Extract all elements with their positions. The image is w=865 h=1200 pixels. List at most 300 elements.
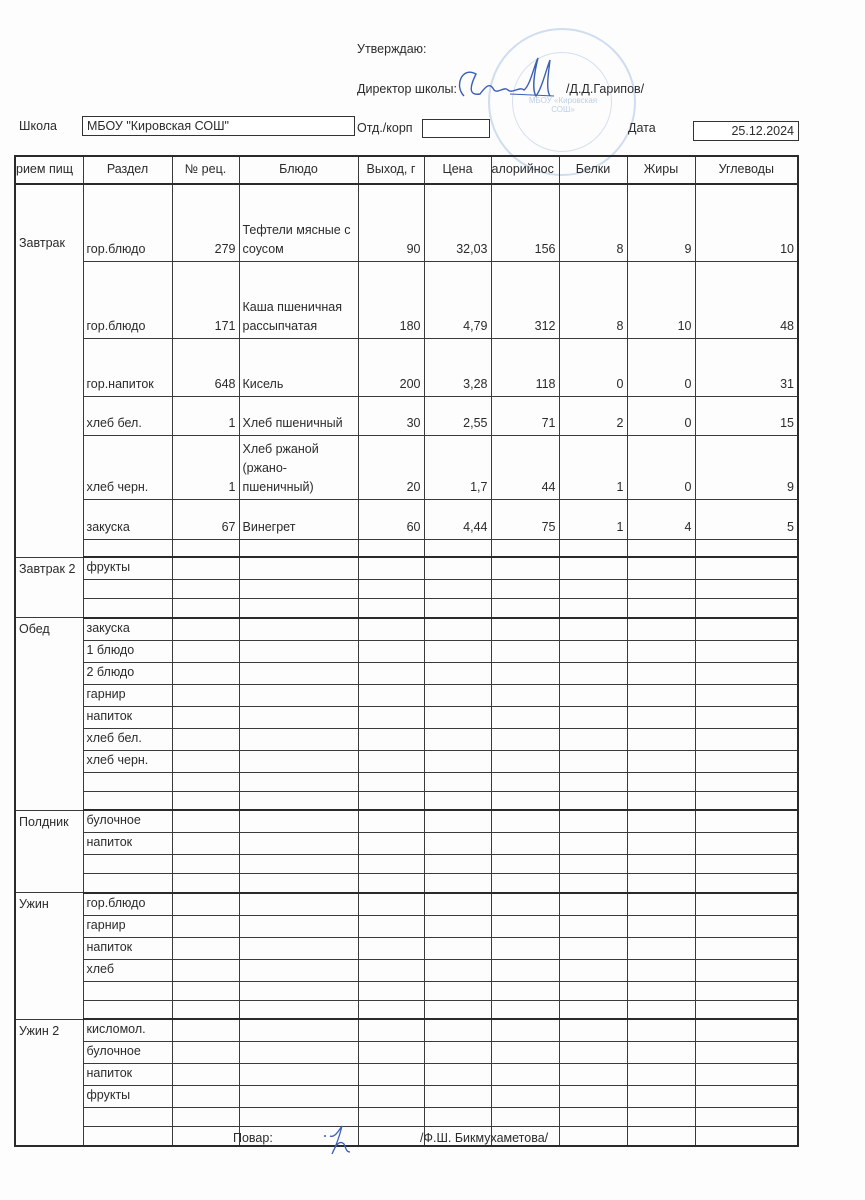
cell-dish — [239, 981, 358, 1000]
cell-price — [424, 684, 491, 706]
meal-name: Завтрак 2 — [15, 557, 83, 618]
cell-dish — [239, 599, 358, 618]
cell-dish — [239, 1000, 358, 1019]
table-row — [15, 499, 798, 539]
cell-recipe — [172, 1086, 239, 1108]
cell-calories — [491, 915, 559, 937]
school-field[interactable] — [82, 116, 355, 136]
cell-recipe — [172, 937, 239, 959]
cell-section: напиток — [83, 833, 172, 855]
cell-price — [424, 833, 491, 855]
cell-dish: Хлеб ржаной (ржано-пшеничный) — [239, 435, 358, 499]
cell-protein — [559, 893, 627, 916]
cell-section: фрукты — [83, 1086, 172, 1108]
cook-signature — [322, 1122, 352, 1158]
cell-price — [424, 772, 491, 791]
cell-calories — [491, 981, 559, 1000]
table-row — [15, 791, 798, 810]
cell-section — [83, 599, 172, 618]
school-value: МБОУ "Кировская СОШ" — [87, 119, 229, 133]
cell-section: булочное — [83, 1042, 172, 1064]
table-row — [15, 772, 798, 791]
col-header-protein: Белки — [559, 156, 627, 184]
cell-protein: 0 — [559, 338, 627, 396]
cell-yield: 180 — [358, 261, 424, 338]
cell-fat — [627, 772, 695, 791]
cell-protein — [559, 915, 627, 937]
cell-recipe — [172, 684, 239, 706]
cell-yield — [358, 959, 424, 981]
cell-section: кисломол. — [83, 1019, 172, 1042]
cell-calories — [491, 539, 559, 557]
date-label: Дата — [628, 121, 656, 135]
cell-fat — [627, 1086, 695, 1108]
director-name: /Д.Д.Гарипов/ — [566, 82, 645, 96]
cell-protein: 8 — [559, 261, 627, 338]
cell-protein — [559, 1019, 627, 1042]
cell-yield: 200 — [358, 338, 424, 396]
cell-protein: 1 — [559, 435, 627, 499]
col-header-recipe: № рец. — [172, 156, 239, 184]
cell-calories — [491, 684, 559, 706]
table-row — [15, 435, 798, 499]
cell-dish: Тефтели мясные с соусом — [239, 184, 358, 261]
cell-calories — [491, 1019, 559, 1042]
cell-carbs — [695, 640, 798, 662]
cell-yield — [358, 893, 424, 916]
cell-yield — [358, 915, 424, 937]
cell-section: закуска — [83, 499, 172, 539]
cell-carbs — [695, 706, 798, 728]
col-header-calories: алорийнос — [491, 156, 559, 184]
cell-yield — [358, 662, 424, 684]
cell-fat: 9 — [627, 184, 695, 261]
cell-fat — [627, 580, 695, 599]
menu-table — [14, 155, 799, 1147]
cell-price — [424, 855, 491, 874]
cell-dish — [239, 662, 358, 684]
cell-fat — [627, 893, 695, 916]
cell-calories — [491, 662, 559, 684]
cell-protein: 8 — [559, 184, 627, 261]
cell-calories — [491, 640, 559, 662]
cell-recipe — [172, 833, 239, 855]
cell-recipe — [172, 915, 239, 937]
cell-yield: 20 — [358, 435, 424, 499]
cell-section: гарнир — [83, 684, 172, 706]
cell-dish: Винегрет — [239, 499, 358, 539]
cell-calories — [491, 1064, 559, 1086]
meal-name: Ужин 2 — [15, 1019, 83, 1146]
cell-recipe — [172, 662, 239, 684]
cell-dish — [239, 855, 358, 874]
col-header-section: Раздел — [83, 156, 172, 184]
cell-section: 1 блюдо — [83, 640, 172, 662]
cell-carbs — [695, 1086, 798, 1108]
cell-protein — [559, 539, 627, 557]
dept-field[interactable] — [422, 119, 490, 138]
cell-recipe: 279 — [172, 184, 239, 261]
cell-section: напиток — [83, 937, 172, 959]
cell-carbs — [695, 959, 798, 981]
table-row — [15, 1000, 798, 1019]
cell-protein — [559, 981, 627, 1000]
cell-section: хлеб бел. — [83, 728, 172, 750]
table-row — [15, 640, 798, 662]
table-row — [15, 580, 798, 599]
table-row — [15, 1108, 798, 1127]
cell-carbs — [695, 855, 798, 874]
cell-price: 1,7 — [424, 435, 491, 499]
cell-yield — [358, 599, 424, 618]
table-row — [15, 706, 798, 728]
cell-carbs — [695, 1042, 798, 1064]
cell-price — [424, 1108, 491, 1127]
cell-carbs: 48 — [695, 261, 798, 338]
school-label: Школа — [19, 119, 57, 133]
cell-recipe — [172, 959, 239, 981]
director-label: Директор школы: — [357, 82, 457, 96]
cell-carbs — [695, 893, 798, 916]
cell-fat — [627, 915, 695, 937]
cell-price — [424, 810, 491, 833]
cell-recipe — [172, 855, 239, 874]
cell-yield — [358, 1064, 424, 1086]
cell-recipe — [172, 1019, 239, 1042]
cell-price — [424, 1042, 491, 1064]
cell-calories — [491, 772, 559, 791]
cell-yield — [358, 684, 424, 706]
cell-section: гарнир — [83, 915, 172, 937]
cell-calories — [491, 791, 559, 810]
cell-fat — [627, 981, 695, 1000]
cell-protein — [559, 772, 627, 791]
cell-section: хлеб — [83, 959, 172, 981]
cell-recipe — [172, 580, 239, 599]
cell-yield — [358, 1127, 424, 1146]
table-row — [15, 618, 798, 641]
cell-calories — [491, 810, 559, 833]
cell-calories — [491, 959, 559, 981]
cell-dish — [239, 915, 358, 937]
cell-fat — [627, 750, 695, 772]
cell-fat — [627, 1042, 695, 1064]
cell-recipe — [172, 539, 239, 557]
table-row — [15, 396, 798, 435]
cell-fat — [627, 557, 695, 580]
cell-dish — [239, 618, 358, 641]
cell-protein — [559, 640, 627, 662]
cell-price — [424, 1086, 491, 1108]
cell-section — [83, 1000, 172, 1019]
cell-recipe — [172, 1108, 239, 1127]
cell-protein — [559, 684, 627, 706]
cell-fat — [627, 810, 695, 833]
cell-protein — [559, 1108, 627, 1127]
cell-fat — [627, 728, 695, 750]
cell-price — [424, 1064, 491, 1086]
table-row — [15, 184, 798, 261]
table-row — [15, 261, 798, 338]
cell-yield — [358, 580, 424, 599]
cell-calories — [491, 1000, 559, 1019]
cell-fat — [627, 706, 695, 728]
cell-section — [83, 855, 172, 874]
cell-fat: 0 — [627, 338, 695, 396]
cell-protein — [559, 557, 627, 580]
cell-price — [424, 618, 491, 641]
cell-protein — [559, 750, 627, 772]
cell-dish — [239, 772, 358, 791]
cell-protein — [559, 662, 627, 684]
cell-calories — [491, 599, 559, 618]
cell-carbs — [695, 1127, 798, 1146]
cell-price — [424, 1000, 491, 1019]
cell-dish — [239, 1086, 358, 1108]
cell-price — [424, 981, 491, 1000]
cell-carbs: 9 — [695, 435, 798, 499]
menu-body — [15, 184, 798, 1146]
cell-carbs — [695, 981, 798, 1000]
cell-section: закуска — [83, 618, 172, 641]
cell-recipe: 1 — [172, 435, 239, 499]
cell-dish — [239, 791, 358, 810]
table-row — [15, 981, 798, 1000]
col-header-fat: Жиры — [627, 156, 695, 184]
cell-yield — [358, 750, 424, 772]
cell-recipe — [172, 810, 239, 833]
cell-carbs — [695, 750, 798, 772]
cell-yield — [358, 791, 424, 810]
cell-fat — [627, 1108, 695, 1127]
cell-price — [424, 728, 491, 750]
cell-fat — [627, 1127, 695, 1146]
cell-protein — [559, 1000, 627, 1019]
cell-recipe — [172, 1042, 239, 1064]
cell-section: гор.напиток — [83, 338, 172, 396]
cell-price — [424, 959, 491, 981]
cell-price — [424, 557, 491, 580]
cell-protein — [559, 833, 627, 855]
cell-dish — [239, 706, 358, 728]
cell-price: 4,44 — [424, 499, 491, 539]
cell-fat — [627, 1019, 695, 1042]
table-header-row — [15, 156, 798, 184]
col-header-carbs: Углеводы — [695, 156, 798, 184]
cell-yield: 30 — [358, 396, 424, 435]
table-row — [15, 662, 798, 684]
cell-yield — [358, 810, 424, 833]
cell-protein — [559, 937, 627, 959]
cell-fat — [627, 1064, 695, 1086]
cell-yield — [358, 1000, 424, 1019]
cell-recipe — [172, 618, 239, 641]
cell-carbs — [695, 937, 798, 959]
cell-carbs — [695, 874, 798, 893]
cell-fat: 4 — [627, 499, 695, 539]
cell-yield — [358, 937, 424, 959]
cell-fat: 10 — [627, 261, 695, 338]
cell-protein: 2 — [559, 396, 627, 435]
table-row — [15, 937, 798, 959]
cell-yield — [358, 855, 424, 874]
cell-recipe — [172, 599, 239, 618]
cell-section — [83, 874, 172, 893]
stamp-text: МБОУ «Кировская СОШ» — [528, 96, 598, 114]
cell-protein — [559, 706, 627, 728]
cell-section: 2 блюдо — [83, 662, 172, 684]
approve-label: Утверждаю: — [357, 42, 427, 56]
cell-recipe — [172, 893, 239, 916]
cell-price — [424, 706, 491, 728]
cell-dish — [239, 1042, 358, 1064]
cell-calories: 44 — [491, 435, 559, 499]
cell-price — [424, 791, 491, 810]
cell-protein — [559, 1042, 627, 1064]
cell-fat — [627, 959, 695, 981]
cell-carbs — [695, 662, 798, 684]
cell-yield — [358, 1042, 424, 1064]
table-row — [15, 684, 798, 706]
cell-fat — [627, 618, 695, 641]
col-header-dish: Блюдо — [239, 156, 358, 184]
cell-protein — [559, 728, 627, 750]
cell-protein — [559, 791, 627, 810]
cell-recipe: 1 — [172, 396, 239, 435]
cell-carbs: 5 — [695, 499, 798, 539]
cell-yield — [358, 1086, 424, 1108]
cell-yield — [358, 1108, 424, 1127]
cook-label: Повар: — [233, 1131, 273, 1145]
cell-recipe — [172, 750, 239, 772]
cell-recipe — [172, 728, 239, 750]
cell-price — [424, 599, 491, 618]
table-row — [15, 728, 798, 750]
cell-price: 4,79 — [424, 261, 491, 338]
cell-yield — [358, 618, 424, 641]
cell-calories — [491, 833, 559, 855]
cell-price — [424, 915, 491, 937]
cell-price: 32,03 — [424, 184, 491, 261]
cell-section: напиток — [83, 706, 172, 728]
cell-carbs — [695, 833, 798, 855]
table-row — [15, 1127, 798, 1146]
cell-carbs — [695, 1064, 798, 1086]
cell-dish — [239, 684, 358, 706]
cell-price — [424, 662, 491, 684]
cell-calories — [491, 1042, 559, 1064]
cell-carbs: 15 — [695, 396, 798, 435]
cell-recipe — [172, 981, 239, 1000]
cell-fat: 0 — [627, 435, 695, 499]
cell-section: хлеб бел. — [83, 396, 172, 435]
cell-carbs — [695, 772, 798, 791]
cell-dish — [239, 728, 358, 750]
cell-fat — [627, 599, 695, 618]
table-row — [15, 915, 798, 937]
cell-recipe — [172, 1127, 239, 1146]
cell-fat — [627, 855, 695, 874]
cell-section — [83, 981, 172, 1000]
cell-calories — [491, 750, 559, 772]
cell-section — [83, 791, 172, 810]
cell-fat — [627, 1000, 695, 1019]
cell-dish — [239, 1019, 358, 1042]
cell-recipe — [172, 874, 239, 893]
cell-fat — [627, 539, 695, 557]
cell-section — [83, 539, 172, 557]
cell-recipe — [172, 640, 239, 662]
dept-label: Отд./корп — [357, 121, 413, 135]
table-row — [15, 1019, 798, 1042]
cell-carbs — [695, 728, 798, 750]
cell-carbs — [695, 915, 798, 937]
table-row — [15, 1064, 798, 1086]
cell-price — [424, 539, 491, 557]
cell-yield — [358, 728, 424, 750]
col-header-meal: рием пищ — [15, 156, 83, 184]
cell-fat — [627, 874, 695, 893]
cell-dish — [239, 580, 358, 599]
table-row — [15, 810, 798, 833]
table-row — [15, 539, 798, 557]
cell-dish — [239, 874, 358, 893]
cell-calories — [491, 855, 559, 874]
table-row — [15, 557, 798, 580]
cell-carbs — [695, 810, 798, 833]
meal-name: Обед — [15, 618, 83, 811]
cell-fat — [627, 662, 695, 684]
cell-price — [424, 893, 491, 916]
cell-protein — [559, 1086, 627, 1108]
cell-section: гор.блюдо — [83, 261, 172, 338]
cell-price — [424, 750, 491, 772]
cell-calories: 312 — [491, 261, 559, 338]
cell-protein — [559, 599, 627, 618]
cell-calories — [491, 1086, 559, 1108]
cell-yield: 90 — [358, 184, 424, 261]
table-row — [15, 874, 798, 893]
cell-carbs: 10 — [695, 184, 798, 261]
cell-fat — [627, 684, 695, 706]
cell-recipe — [172, 706, 239, 728]
date-field[interactable] — [693, 121, 799, 141]
col-header-yield: Выход, г — [358, 156, 424, 184]
cell-yield: 60 — [358, 499, 424, 539]
cell-yield — [358, 640, 424, 662]
cell-dish — [239, 1064, 358, 1086]
cell-section: хлеб черн. — [83, 435, 172, 499]
cell-recipe: 67 — [172, 499, 239, 539]
cell-section: фрукты — [83, 557, 172, 580]
cell-recipe — [172, 1000, 239, 1019]
cell-carbs — [695, 684, 798, 706]
cell-calories — [491, 874, 559, 893]
cell-carbs — [695, 599, 798, 618]
cell-yield — [358, 539, 424, 557]
cell-section: гор.блюдо — [83, 893, 172, 916]
cell-calories — [491, 706, 559, 728]
cell-calories: 156 — [491, 184, 559, 261]
cell-price — [424, 640, 491, 662]
cell-price: 2,55 — [424, 396, 491, 435]
cell-yield — [358, 1019, 424, 1042]
meal-name: Полдник — [15, 810, 83, 893]
cell-price — [424, 874, 491, 893]
cell-calories — [491, 893, 559, 916]
cell-yield — [358, 874, 424, 893]
date-value: 25.12.2024 — [731, 124, 794, 138]
